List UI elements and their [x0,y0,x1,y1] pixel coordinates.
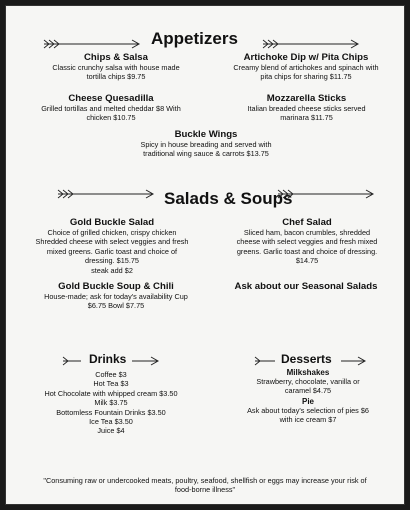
list-item: Milk $3.75 [94,398,128,408]
desserts-list [244,368,372,425]
arrow-ornament-icon [56,189,156,199]
menu-item [232,217,382,266]
item-desc: Sliced ham, bacon crumbles, shredded cheese with select veggies and fresh mixed greens. Garlic toast and choice of dressing. $14.75 [236,228,378,266]
item-name: Artichoke Dip w/ Pita Chips [243,52,369,63]
menu-item [36,93,186,123]
drinks-title: Drinks [89,352,127,366]
drinks-list [36,370,186,436]
list-item: Bottomless Fountain Drinks $3.50 [56,407,166,417]
item-name: Chef Salad [282,217,332,228]
item-desc: Italian breaded cheese sticks served marinara $11.75 [247,104,366,123]
menu-item [32,217,192,275]
item-name: Milkshakes [286,368,330,377]
arrow-ornament-icon [42,39,142,49]
item-desc: Strawberry, chocolate, vanilla or caramel $4.75 [256,377,360,396]
item-name: Chips & Salsa [84,52,148,63]
menu-item [41,281,191,311]
menu-item [231,52,381,82]
item-desc: House-made; ask for today's availability Cup $6.75 Bowl $7.75 [44,292,188,311]
list-item: Coffee $3 [95,370,127,379]
list-item: Hot Tea $3 [93,379,129,389]
arrow-ornament-icon [131,356,159,366]
appetizers-title: Appetizers [151,29,238,48]
item-desc: Choice of grilled chicken, crispy chicken Shredded cheese with select veggies and fresh mixed greens. Garlic toast and choice of dressing. $15.75 [35,228,189,266]
item-name: Mozzarella Sticks [266,93,347,104]
arrow-ornament-icon [276,189,376,199]
item-name: Pie [301,396,314,406]
item-desc: Creamy blend of artichokes and spinach with pita chips for sharing $11.75 [233,63,379,82]
item-name: Cheese Quesadilla [68,93,154,104]
list-item: Hot Chocolate with whipped cream $3.50 [44,388,178,398]
list-item: Juice $4 [97,426,125,436]
footer-disclaimer: "Consuming raw or undercooked meats, poultry, seafood, shellfish or eggs may increase your risk of food-borne illness" [43,476,367,495]
menu-item [46,52,186,82]
item-desc: Spicy in house breading and served with traditional wing sauce & carrots $13.75 [140,140,272,159]
menu-page [6,6,404,504]
item-desc: Classic crunchy salsa with house made tortilla chips $9.75 [52,63,180,82]
item-desc: Grilled tortillas and melted cheddar $8 With chicken $10.75 [41,104,181,123]
item-name: Buckle Wings [174,129,238,140]
arrow-ornament-icon [62,356,82,366]
arrow-ornament-icon [340,356,366,366]
item-name: Gold Buckle Salad [69,217,155,228]
menu-item [226,281,386,292]
menu-item [131,129,281,159]
salads-title: Salads & Soups [164,189,293,208]
arrow-ornament-icon [261,39,361,49]
arrow-ornament-icon [254,356,276,366]
item-extra: steak add $2 [91,265,133,275]
list-item: Ice Tea $3.50 [89,417,133,427]
menu-item [234,93,379,123]
item-desc: Ask about today's selection of pies $6 with ice cream $7 [247,405,369,425]
item-name: Ask about our Seasonal Salads [234,281,378,292]
item-name: Gold Buckle Soup & Chili [58,281,174,292]
desserts-title: Desserts [281,352,332,366]
